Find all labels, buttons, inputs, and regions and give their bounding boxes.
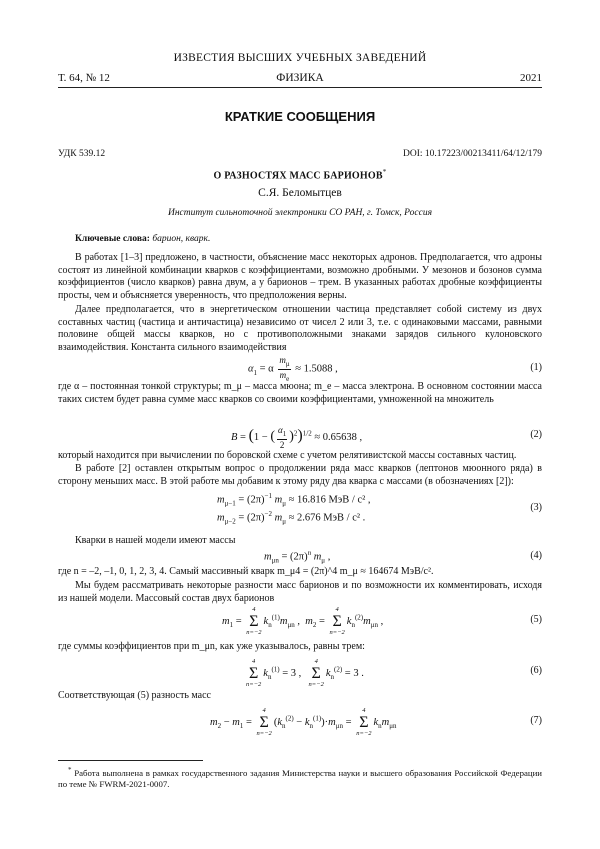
equation-5: $m_1$ = 4 Σ n=−2 $k_n^{(1)}m_{\mu n}$ , $m_2$ = 4 Σ n=−2 $k_n^{(2)}m_{\mu n}$ , bbox=[222, 606, 384, 636]
equation-2-value: ≈ 0.65638 , bbox=[314, 431, 363, 443]
keywords bbox=[75, 234, 210, 244]
equation-3b: $m_{\mu-2} = (2\pi)^{-2}$ $m_\mu \approx 2.676$ МэВ / c² . bbox=[217, 510, 366, 526]
header-divider bbox=[58, 87, 542, 88]
article-title bbox=[0, 168, 600, 181]
paragraph-quark-masses: Кварки в нашей модели имеют массы bbox=[75, 535, 236, 546]
journal-subject: ФИЗИКА bbox=[276, 72, 324, 84]
equation-6: 4 Σ n=−2 $k_n^{(1)} = 3$ , 4 Σ n=−2 $k_n^{(2)} = 3$ . bbox=[246, 658, 364, 688]
paragraph-after-eq1: где α – постоянная тонкой структуры; m_μ – масса мюона; m_e – масса электрона. В основном состоянии масса таких систем будет равна сумме масс кварков со своими коэффициентами, умноженной на множитель bbox=[58, 381, 542, 405]
paragraph-after-eq4: где n = –2, –1, 0, 1, 2, 3, 4. Самый массивный кварк m_μ4 = (2π)^4 m_μ ≈ 164674 МэВ/c². bbox=[58, 566, 434, 577]
equation-7-number: (7) bbox=[530, 715, 542, 726]
udk-code: УДК 539.12 bbox=[58, 149, 106, 159]
paragraph-after-eq5: где суммы коэффициентов при m_μn, как уже указывалось, равны трем: bbox=[58, 641, 365, 652]
equation-4: $m_{\mu n} = (2\pi)^n$ $m_\mu$ , bbox=[264, 549, 331, 565]
article-title-text: О РАЗНОСТЯХ МАСС БАРИОНОВ bbox=[213, 170, 383, 182]
author: С.Я. Беломытцев bbox=[258, 187, 342, 199]
keywords-label: Ключевые слова: bbox=[75, 234, 150, 244]
equation-3a-value: ≈ 16.816 МэВ / c² , bbox=[288, 494, 371, 506]
equation-6-number: (6) bbox=[530, 665, 542, 676]
equation-3b-value: ≈ 2.676 МэВ / c² . bbox=[288, 512, 366, 524]
paragraph-after-eq2: который находится при вычислении по боровской схеме с учетом релятивистской массы составных частиц. bbox=[58, 450, 517, 461]
equation-4-number: (4) bbox=[530, 550, 542, 561]
equation-3-number: (3) bbox=[530, 502, 542, 513]
equation-5-number: (5) bbox=[530, 614, 542, 625]
equation-3a: $m_{\mu-1} = (2\pi)^{-1}$ $m_\mu \approx 16.816$ МэВ / c² , bbox=[217, 492, 371, 508]
equation-1-value: ≈ 1.5088 , bbox=[295, 363, 338, 375]
paragraph-intro: В работах [1–3] предложено, в частности, объяснение масс некоторых адронов. Предполагается, что адроны состоят из линейной комбинации кварков с коэффициентами, возможно дробными. У мезонов и бозонов сумма коэффициентов (число кварков) равна двум, а у барионов – трем. В указанных работах дробные коэффициенты просты, чем и объясняется уверенность, что предположения верны. bbox=[58, 252, 542, 301]
equation-1-number: (1) bbox=[530, 362, 542, 373]
footnote bbox=[58, 765, 542, 790]
equation-2-number: (2) bbox=[530, 429, 542, 440]
footnote-mark: * bbox=[68, 766, 72, 774]
keywords-value: барион, кварк. bbox=[152, 234, 211, 244]
journal-name: ИЗВЕСТИЯ ВЫСШИХ УЧЕБНЫХ ЗАВЕДЕНИЙ bbox=[173, 52, 427, 64]
volume-issue: Т. 64, № 12 bbox=[58, 72, 110, 84]
paragraph-model: Далее предполагается, что в энергетическом отношении частица представляет собой систему из двух составных частиц (частица и античастица) независимо от чисел 2 или 3, т.е. с одинаковыми массами, равными половине общей массы кварков, но с противоположными знаками зарядов сильного кулоновского взаимодействия. Константа сильного взаимодействия bbox=[58, 304, 542, 353]
equation-1: $\alpha_1 = \alpha$ $\frac{m_\mu}{m_e}$ ≈ 1.5088 , bbox=[248, 355, 338, 383]
footnote-divider bbox=[58, 760, 203, 761]
paragraph-quark-series: В работе [2] оставлен открытым вопрос о продолжении ряда масс кварков (лептонов мюонного ряда) в сторону меньших масс. В этой работе мы добавим к этому ряду два кварка с массами (в обозначениях [2]): bbox=[58, 463, 542, 487]
section-heading: КРАТКИЕ СООБЩЕНИЯ bbox=[224, 109, 376, 124]
paragraph-mass-difference: Соответствующая (5) разность масс bbox=[58, 690, 211, 701]
footnote-text: Работа выполнена в рамках государственного задания Министерства науки и высшего образования Российской Федерации по теме № FWRM-2021-0007. bbox=[58, 767, 542, 789]
publication-year: 2021 bbox=[520, 72, 542, 84]
equation-7: $m_2 - m_1$ = 4 Σ n=−2 $(k_n^{(2)} - k_n^{(1)})\cdot m_{\mu n}$ = 4 Σ n=−2 $k_nm_{\mu n}$ bbox=[210, 707, 397, 737]
title-footnote-mark: * bbox=[382, 168, 387, 176]
equation-2: B = (1 − ( $\frac{\alpha_1}{2}$ )$^2$)$^{1/2}$ ≈ 0.65638 , bbox=[231, 425, 363, 450]
institution: Институт сильноточной электроники СО РАН, г. Томск, Россия bbox=[167, 208, 432, 218]
doi: DOI: 10.17223/00213411/64/12/179 bbox=[403, 149, 542, 159]
paragraph-baryons: Мы будем рассматривать некоторые разности масс барионов и по возможности их комментировать, исходя из нашей модели. Массовый состав двух барионов bbox=[58, 580, 542, 604]
